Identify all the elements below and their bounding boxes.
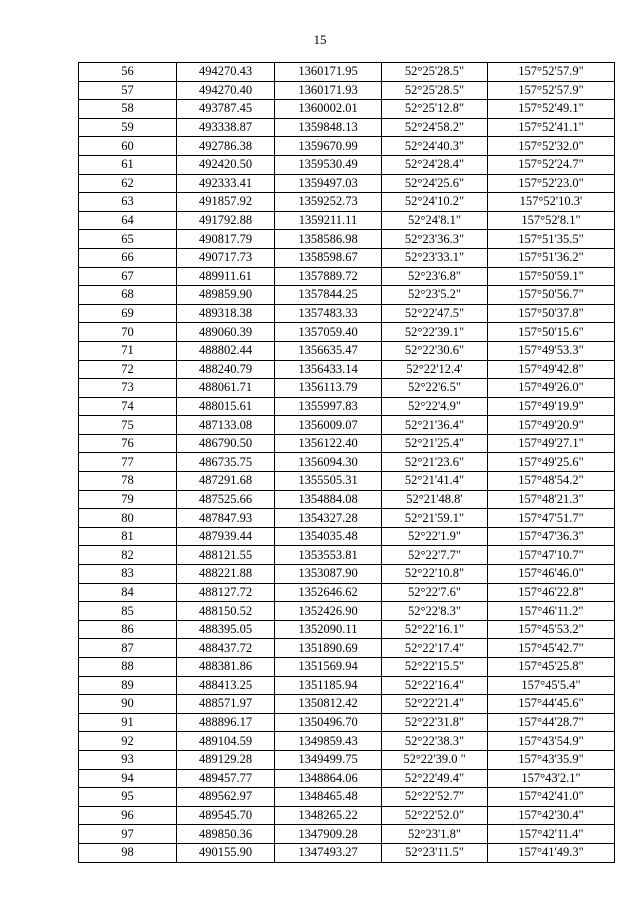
point-number-cell: 65 <box>79 230 177 249</box>
longitude-cell: 157°52'41.1" <box>488 118 615 137</box>
latitude-cell: 52°22'30.6" <box>382 341 488 360</box>
point-number-cell: 94 <box>79 769 177 788</box>
latitude-cell: 52°22'39.0 " <box>382 750 488 769</box>
x-coordinate-cell: 488437.72 <box>177 639 275 658</box>
point-number-cell: 75 <box>79 416 177 435</box>
longitude-cell: 157°45'53.2" <box>488 620 615 639</box>
x-coordinate-cell: 489104.59 <box>177 732 275 751</box>
table-row <box>79 230 615 249</box>
table-row <box>79 732 615 751</box>
longitude-cell: 157°47'10.7" <box>488 546 615 565</box>
point-number-cell: 56 <box>79 63 177 82</box>
point-number-cell: 73 <box>79 379 177 398</box>
y-coordinate-cell: 1353553.81 <box>275 546 382 565</box>
table-row <box>79 81 615 100</box>
x-coordinate-cell: 489911.61 <box>177 267 275 286</box>
longitude-cell: 157°50'59.1" <box>488 267 615 286</box>
point-number-cell: 93 <box>79 750 177 769</box>
y-coordinate-cell: 1357483.33 <box>275 304 382 323</box>
point-number-cell: 84 <box>79 583 177 602</box>
latitude-cell: 52°22'8.3" <box>382 602 488 621</box>
point-number-cell: 97 <box>79 825 177 844</box>
table-row <box>79 193 615 212</box>
longitude-cell: 157°45'5.4" <box>488 676 615 695</box>
table-row <box>79 397 615 416</box>
table-row <box>79 174 615 193</box>
latitude-cell: 52°24'8.1" <box>382 211 488 230</box>
x-coordinate-cell: 488061.71 <box>177 379 275 398</box>
longitude-cell: 157°46'22.8" <box>488 583 615 602</box>
x-coordinate-cell: 489318.38 <box>177 304 275 323</box>
y-coordinate-cell: 1356433.14 <box>275 360 382 379</box>
latitude-cell: 52°21'59.1" <box>382 509 488 528</box>
point-number-cell: 59 <box>79 118 177 137</box>
longitude-cell: 157°50'15.6" <box>488 323 615 342</box>
x-coordinate-cell: 486735.75 <box>177 453 275 472</box>
x-coordinate-cell: 488802.44 <box>177 341 275 360</box>
table-row <box>79 453 615 472</box>
longitude-cell: 157°49'19.9" <box>488 397 615 416</box>
point-number-cell: 87 <box>79 639 177 658</box>
y-coordinate-cell: 1352426.90 <box>275 602 382 621</box>
x-coordinate-cell: 489562.97 <box>177 788 275 807</box>
y-coordinate-cell: 1357889.72 <box>275 267 382 286</box>
point-number-cell: 58 <box>79 100 177 119</box>
table-row <box>79 472 615 491</box>
x-coordinate-cell: 490817.79 <box>177 230 275 249</box>
longitude-cell: 157°42'41.0" <box>488 788 615 807</box>
latitude-cell: 52°22'15.5" <box>382 658 488 677</box>
x-coordinate-cell: 489850.36 <box>177 825 275 844</box>
longitude-cell: 157°50'56.7" <box>488 286 615 305</box>
table-row <box>79 565 615 584</box>
point-number-cell: 70 <box>79 323 177 342</box>
latitude-cell: 52°22'7.6" <box>382 583 488 602</box>
longitude-cell: 157°46'46.0" <box>488 565 615 584</box>
point-number-cell: 82 <box>79 546 177 565</box>
longitude-cell: 157°42'11.4" <box>488 825 615 844</box>
y-coordinate-cell: 1359670.99 <box>275 137 382 156</box>
point-number-cell: 91 <box>79 713 177 732</box>
point-number-cell: 78 <box>79 472 177 491</box>
table-row <box>79 323 615 342</box>
longitude-cell: 157°46'11.2" <box>488 602 615 621</box>
y-coordinate-cell: 1348265.22 <box>275 806 382 825</box>
longitude-cell: 157°47'36.3" <box>488 527 615 546</box>
y-coordinate-cell: 1360171.95 <box>275 63 382 82</box>
y-coordinate-cell: 1358586.98 <box>275 230 382 249</box>
y-coordinate-cell: 1359211.11 <box>275 211 382 230</box>
x-coordinate-cell: 489457.77 <box>177 769 275 788</box>
table-row <box>79 490 615 509</box>
x-coordinate-cell: 488121.55 <box>177 546 275 565</box>
latitude-cell: 52°21'48.8' <box>382 490 488 509</box>
table-row <box>79 546 615 565</box>
y-coordinate-cell: 1350812.42 <box>275 695 382 714</box>
y-coordinate-cell: 1349859.43 <box>275 732 382 751</box>
y-coordinate-cell: 1359497.03 <box>275 174 382 193</box>
table-row <box>79 695 615 714</box>
x-coordinate-cell: 493338.87 <box>177 118 275 137</box>
longitude-cell: 157°43'54.9" <box>488 732 615 751</box>
y-coordinate-cell: 1357844.25 <box>275 286 382 305</box>
point-number-cell: 88 <box>79 658 177 677</box>
point-number-cell: 96 <box>79 806 177 825</box>
point-number-cell: 83 <box>79 565 177 584</box>
table-row <box>79 211 615 230</box>
point-number-cell: 60 <box>79 137 177 156</box>
x-coordinate-cell: 489129.28 <box>177 750 275 769</box>
latitude-cell: 52°22'52.0" <box>382 806 488 825</box>
longitude-cell: 157°49'26.0" <box>488 379 615 398</box>
table-row <box>79 118 615 137</box>
y-coordinate-cell: 1350496.70 <box>275 713 382 732</box>
y-coordinate-cell: 1359848.13 <box>275 118 382 137</box>
latitude-cell: 52°24'40.3" <box>382 137 488 156</box>
latitude-cell: 52°23'33.1" <box>382 248 488 267</box>
latitude-cell: 52°24'25.6" <box>382 174 488 193</box>
latitude-cell: 52°22'4.9" <box>382 397 488 416</box>
point-number-cell: 98 <box>79 843 177 862</box>
table-row <box>79 416 615 435</box>
point-number-cell: 95 <box>79 788 177 807</box>
longitude-cell: 157°52'8.1" <box>488 211 615 230</box>
y-coordinate-cell: 1354884.08 <box>275 490 382 509</box>
latitude-cell: 52°23'1.8" <box>382 825 488 844</box>
x-coordinate-cell: 488896.17 <box>177 713 275 732</box>
point-number-cell: 68 <box>79 286 177 305</box>
point-number-cell: 77 <box>79 453 177 472</box>
latitude-cell: 52°22'16.4" <box>382 676 488 695</box>
y-coordinate-cell: 1358598.67 <box>275 248 382 267</box>
longitude-cell: 157°49'27.1" <box>488 434 615 453</box>
x-coordinate-cell: 488240.79 <box>177 360 275 379</box>
y-coordinate-cell: 1356009.07 <box>275 416 382 435</box>
x-coordinate-cell: 492333.41 <box>177 174 275 193</box>
latitude-cell: 52°23'11.5" <box>382 843 488 862</box>
x-coordinate-cell: 494270.40 <box>177 81 275 100</box>
latitude-cell: 52°21'25.4" <box>382 434 488 453</box>
longitude-cell: 157°52'57.9" <box>488 81 615 100</box>
point-number-cell: 63 <box>79 193 177 212</box>
table-row <box>79 360 615 379</box>
point-number-cell: 81 <box>79 527 177 546</box>
longitude-cell: 157°45'25.8" <box>488 658 615 677</box>
longitude-cell: 157°45'42.7" <box>488 639 615 658</box>
latitude-cell: 52°25'28.5" <box>382 63 488 82</box>
table-row <box>79 509 615 528</box>
longitude-cell: 157°48'21.3" <box>488 490 615 509</box>
table-row <box>79 825 615 844</box>
x-coordinate-cell: 488381.86 <box>177 658 275 677</box>
x-coordinate-cell: 487939.44 <box>177 527 275 546</box>
table-row <box>79 583 615 602</box>
latitude-cell: 52°25'28.5" <box>382 81 488 100</box>
longitude-cell: 157°42'30.4" <box>488 806 615 825</box>
table-row <box>79 248 615 267</box>
point-number-cell: 72 <box>79 360 177 379</box>
latitude-cell: 52°22'10.8" <box>382 565 488 584</box>
table-row <box>79 843 615 862</box>
longitude-cell: 157°52'32.0" <box>488 137 615 156</box>
y-coordinate-cell: 1355997.83 <box>275 397 382 416</box>
latitude-cell: 52°22'17.4" <box>382 639 488 658</box>
latitude-cell: 52°22'21.4" <box>382 695 488 714</box>
latitude-cell: 52°22'12.4' <box>382 360 488 379</box>
page-number: 15 <box>313 32 327 47</box>
longitude-cell: 157°43'35.9" <box>488 750 615 769</box>
point-number-cell: 74 <box>79 397 177 416</box>
y-coordinate-cell: 1351569.94 <box>275 658 382 677</box>
y-coordinate-cell: 1354327.28 <box>275 509 382 528</box>
table-row <box>79 806 615 825</box>
latitude-cell: 52°22'6.5" <box>382 379 488 398</box>
point-number-cell: 67 <box>79 267 177 286</box>
x-coordinate-cell: 494270.43 <box>177 63 275 82</box>
longitude-cell: 157°51'36.2" <box>488 248 615 267</box>
x-coordinate-cell: 488150.52 <box>177 602 275 621</box>
y-coordinate-cell: 1353087.90 <box>275 565 382 584</box>
point-number-cell: 61 <box>79 155 177 174</box>
x-coordinate-cell: 487133.08 <box>177 416 275 435</box>
x-coordinate-cell: 490717.73 <box>177 248 275 267</box>
y-coordinate-cell: 1360002.01 <box>275 100 382 119</box>
x-coordinate-cell: 487525.66 <box>177 490 275 509</box>
longitude-cell: 157°52'23.0" <box>488 174 615 193</box>
latitude-cell: 52°21'41.4" <box>382 472 488 491</box>
y-coordinate-cell: 1354035.48 <box>275 527 382 546</box>
x-coordinate-cell: 488221.88 <box>177 565 275 584</box>
x-coordinate-cell: 491857.92 <box>177 193 275 212</box>
longitude-cell: 157°51'35.5" <box>488 230 615 249</box>
table-row <box>79 304 615 323</box>
latitude-cell: 52°21'23.6" <box>382 453 488 472</box>
point-number-cell: 79 <box>79 490 177 509</box>
y-coordinate-cell: 1356094.30 <box>275 453 382 472</box>
table-row <box>79 620 615 639</box>
table-row <box>79 379 615 398</box>
longitude-cell: 157°44'45.6" <box>488 695 615 714</box>
x-coordinate-cell: 490155.90 <box>177 843 275 862</box>
y-coordinate-cell: 1356113.79 <box>275 379 382 398</box>
x-coordinate-cell: 489859.90 <box>177 286 275 305</box>
x-coordinate-cell: 487291.68 <box>177 472 275 491</box>
point-number-cell: 71 <box>79 341 177 360</box>
x-coordinate-cell: 486790.50 <box>177 434 275 453</box>
point-number-cell: 66 <box>79 248 177 267</box>
latitude-cell: 52°23'5.2" <box>382 286 488 305</box>
latitude-cell: 52°24'10.2" <box>382 193 488 212</box>
longitude-cell: 157°43'2.1" <box>488 769 615 788</box>
table-row <box>79 63 615 82</box>
point-number-cell: 69 <box>79 304 177 323</box>
table-row <box>79 788 615 807</box>
longitude-cell: 157°44'28.7" <box>488 713 615 732</box>
point-number-cell: 80 <box>79 509 177 528</box>
y-coordinate-cell: 1347493.27 <box>275 843 382 862</box>
x-coordinate-cell: 488015.61 <box>177 397 275 416</box>
x-coordinate-cell: 489545.70 <box>177 806 275 825</box>
table-row <box>79 750 615 769</box>
x-coordinate-cell: 492786.38 <box>177 137 275 156</box>
longitude-cell: 157°49'42.8" <box>488 360 615 379</box>
point-number-cell: 90 <box>79 695 177 714</box>
table-row <box>79 676 615 695</box>
table-row <box>79 434 615 453</box>
table-row <box>79 100 615 119</box>
x-coordinate-cell: 488413.25 <box>177 676 275 695</box>
coordinates-table <box>78 62 615 863</box>
latitude-cell: 52°22'39.1" <box>382 323 488 342</box>
y-coordinate-cell: 1359252.73 <box>275 193 382 212</box>
latitude-cell: 52°22'47.5" <box>382 304 488 323</box>
latitude-cell: 52°22'1.9" <box>382 527 488 546</box>
point-number-cell: 86 <box>79 620 177 639</box>
y-coordinate-cell: 1360171.93 <box>275 81 382 100</box>
table-row <box>79 602 615 621</box>
y-coordinate-cell: 1348864.06 <box>275 769 382 788</box>
longitude-cell: 157°49'20.9" <box>488 416 615 435</box>
latitude-cell: 52°21'36.4" <box>382 416 488 435</box>
y-coordinate-cell: 1348465.48 <box>275 788 382 807</box>
latitude-cell: 52°22'7.7" <box>382 546 488 565</box>
longitude-cell: 157°52'49.1" <box>488 100 615 119</box>
table-row <box>79 341 615 360</box>
longitude-cell: 157°49'53.3" <box>488 341 615 360</box>
table-row <box>79 713 615 732</box>
table-row <box>79 639 615 658</box>
latitude-cell: 52°23'6.8" <box>382 267 488 286</box>
x-coordinate-cell: 487847.93 <box>177 509 275 528</box>
x-coordinate-cell: 491792.88 <box>177 211 275 230</box>
longitude-cell: 157°49'25.6" <box>488 453 615 472</box>
x-coordinate-cell: 492420.50 <box>177 155 275 174</box>
y-coordinate-cell: 1352646.62 <box>275 583 382 602</box>
latitude-cell: 52°22'16.1" <box>382 620 488 639</box>
y-coordinate-cell: 1357059.40 <box>275 323 382 342</box>
latitude-cell: 52°24'58.2" <box>382 118 488 137</box>
table-row <box>79 267 615 286</box>
latitude-cell: 52°25'12.8" <box>382 100 488 119</box>
y-coordinate-cell: 1355505.31 <box>275 472 382 491</box>
y-coordinate-cell: 1352090.11 <box>275 620 382 639</box>
x-coordinate-cell: 489060.39 <box>177 323 275 342</box>
point-number-cell: 57 <box>79 81 177 100</box>
longitude-cell: 157°52'24.7" <box>488 155 615 174</box>
point-number-cell: 92 <box>79 732 177 751</box>
table-row <box>79 286 615 305</box>
latitude-cell: 52°22'52.7" <box>382 788 488 807</box>
y-coordinate-cell: 1356635.47 <box>275 341 382 360</box>
y-coordinate-cell: 1356122.40 <box>275 434 382 453</box>
latitude-cell: 52°22'31.8" <box>382 713 488 732</box>
longitude-cell: 157°48'54.2" <box>488 472 615 491</box>
x-coordinate-cell: 488127.72 <box>177 583 275 602</box>
point-number-cell: 64 <box>79 211 177 230</box>
latitude-cell: 52°22'38.3" <box>382 732 488 751</box>
latitude-cell: 52°23'36.3" <box>382 230 488 249</box>
y-coordinate-cell: 1347909.28 <box>275 825 382 844</box>
longitude-cell: 157°52'57.9" <box>488 63 615 82</box>
coordinates-table-body <box>79 63 615 863</box>
table-row <box>79 155 615 174</box>
point-number-cell: 76 <box>79 434 177 453</box>
x-coordinate-cell: 488571.97 <box>177 695 275 714</box>
table-row <box>79 137 615 156</box>
table-row <box>79 527 615 546</box>
x-coordinate-cell: 488395.05 <box>177 620 275 639</box>
point-number-cell: 85 <box>79 602 177 621</box>
table-row <box>79 658 615 677</box>
x-coordinate-cell: 493787.45 <box>177 100 275 119</box>
y-coordinate-cell: 1359530.49 <box>275 155 382 174</box>
table-row <box>79 769 615 788</box>
point-number-cell: 62 <box>79 174 177 193</box>
y-coordinate-cell: 1351890.69 <box>275 639 382 658</box>
longitude-cell: 157°50'37.8" <box>488 304 615 323</box>
y-coordinate-cell: 1351185.94 <box>275 676 382 695</box>
longitude-cell: 157°41'49.3" <box>488 843 615 862</box>
longitude-cell: 157°47'51.7" <box>488 509 615 528</box>
longitude-cell: 157°52'10.3' <box>488 193 615 212</box>
latitude-cell: 52°22'49.4" <box>382 769 488 788</box>
point-number-cell: 89 <box>79 676 177 695</box>
latitude-cell: 52°24'28.4" <box>382 155 488 174</box>
y-coordinate-cell: 1349499.75 <box>275 750 382 769</box>
